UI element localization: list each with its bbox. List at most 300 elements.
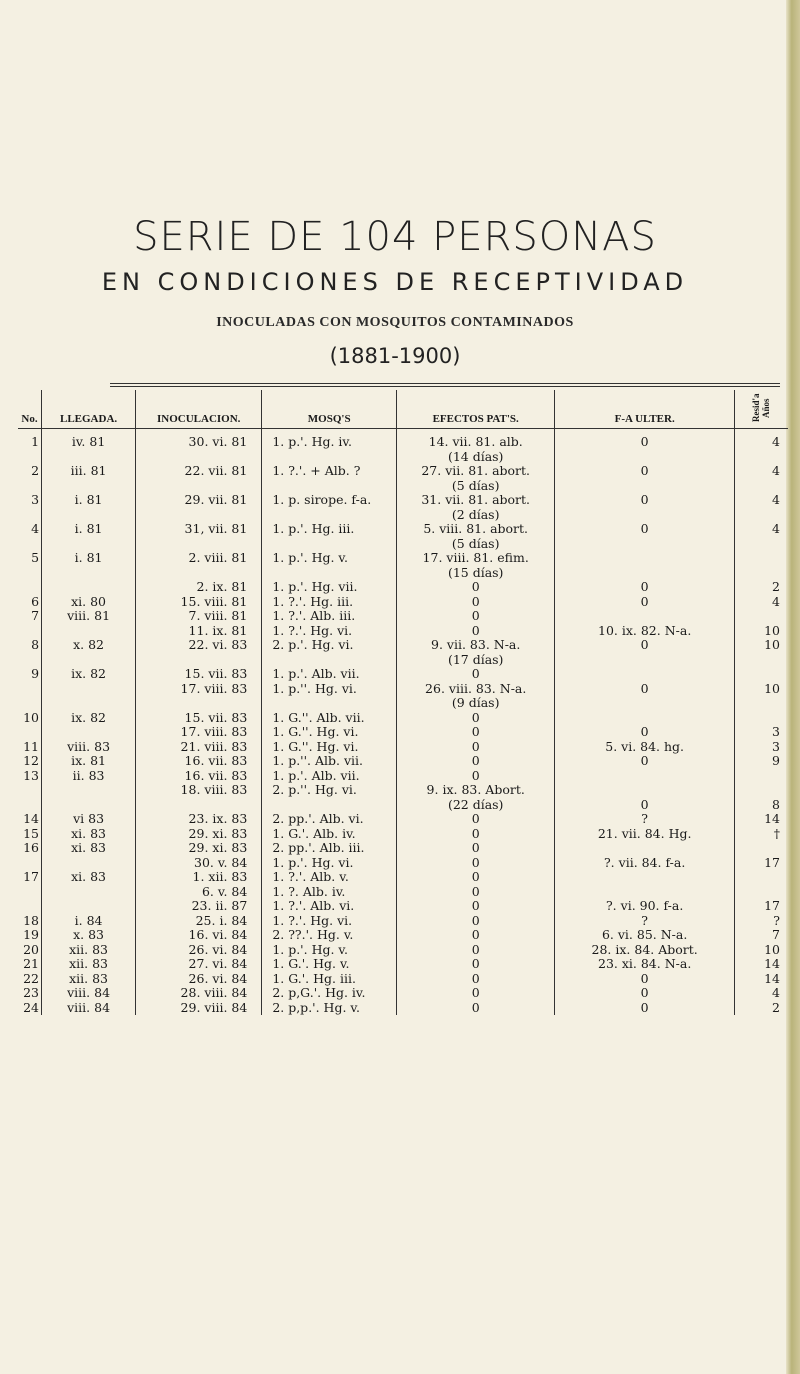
cell-mosquitos [262,508,397,523]
cell-mosquitos: 1. p.'. Hg. iii. [262,522,397,537]
cell-no: 15 [18,827,42,842]
cell-efectos: 0 [397,899,555,914]
cell-no: 13 [18,769,42,784]
cell-fa-ulter: 0 [555,682,735,697]
cell-efectos: (14 días) [397,450,555,465]
cell-fa-ulter [555,609,735,624]
col-header-efectos: EFECTOS PAT'S. [397,390,555,429]
cell-mosquitos [262,653,397,668]
cell-mosquitos: 1. p.'. Hg. vii. [262,580,397,595]
cell-mosquitos: 1. p.'. Alb. vii. [262,769,397,784]
table-row [18,885,788,900]
cell-inoculacion [136,450,262,465]
cell-fa-ulter [555,711,735,726]
cell-mosquitos: 2. pp.'. Alb. iii. [262,841,397,856]
cell-no: 17 [18,870,42,885]
cell-inoculacion: 1. xii. 83 [136,870,262,885]
cell-no: 1 [18,429,42,450]
cell-efectos: 0 [397,725,555,740]
table-row [18,769,788,784]
cell-llegada: ii. 83 [42,769,136,784]
cell-inoculacion: 7. viii. 81 [136,609,262,624]
table-row [18,682,788,697]
cell-fa-ulter [555,870,735,885]
cell-fa-ulter: ? [555,914,735,929]
cell-efectos: 0 [397,885,555,900]
cell-llegada: viii. 81 [42,609,136,624]
col-header-fa-ulter: F-A ULTER. [555,390,735,429]
cell-fa-ulter: 0 [555,580,735,595]
cell-mosquitos: 1. ?.'. Alb. v. [262,870,397,885]
cell-llegada [42,580,136,595]
cell-residencia: 3 [772,738,780,754]
cell-residencia: † [773,825,780,841]
table-row [18,943,788,958]
cell-mosquitos: 1. p.'. Alb. vii. [262,667,397,682]
cell-residencia: 9 [772,753,780,768]
cell-no: 4 [18,522,42,537]
cell-mosquitos: 1. p.''. Hg. vi. [262,682,397,697]
cell-no [18,798,42,813]
table-row [18,986,788,1001]
cell-fa-ulter: ? [555,812,735,827]
table-row [18,972,788,987]
cell-residencia [734,885,788,900]
cell-residencia: 10 [764,680,780,696]
cell-residencia: 4 [772,521,780,536]
cell-inoculacion: 15. vii. 83 [136,711,262,726]
table-row [18,667,788,682]
cell-fa-ulter [555,667,735,682]
cell-mosquitos: 1. ?.'. Hg. vi. [262,624,397,639]
cell-no [18,725,42,740]
cell-llegada: xii. 83 [42,957,136,972]
cell-inoculacion [136,696,262,711]
cell-no [18,899,42,914]
cell-mosquitos: 1. G.''. Hg. vi. [262,725,397,740]
cell-inoculacion [136,798,262,813]
cell-inoculacion: 29. xi. 83 [136,827,262,842]
cell-inoculacion [136,653,262,668]
cell-llegada: iv. 81 [42,429,136,450]
cell-no [18,653,42,668]
cell-llegada: xi. 83 [42,827,136,842]
table-row [18,450,788,465]
cell-fa-ulter: 21. vii. 84. Hg. [555,827,735,842]
cell-llegada [42,856,136,871]
cell-fa-ulter: 23. xi. 84. N-a. [555,957,735,972]
cell-efectos: 14. vii. 81. alb. [397,429,555,450]
cell-efectos: (5 días) [397,479,555,494]
cell-inoculacion: 23. ii. 87 [136,899,262,914]
cell-fa-ulter: 28. ix. 84. Abort. [555,943,735,958]
title-years: (1881-1900) [329,344,461,368]
table-row [18,551,788,566]
cell-efectos: 0 [397,667,555,682]
cell-inoculacion: 29. xi. 83 [136,841,262,856]
table-row [18,464,788,479]
cell-efectos: 0 [397,827,555,842]
cell-efectos: (9 días) [397,696,555,711]
cell-fa-ulter: 0 [555,429,735,450]
cell-fa-ulter: ?. vii. 84. f-a. [555,856,735,871]
cell-mosquitos: 2. p.''. Hg. vi. [262,783,397,798]
cell-fa-ulter: ?. vi. 90. f-a. [555,899,735,914]
cell-efectos: 0 [397,928,555,943]
cell-no: 18 [18,914,42,929]
cell-residencia: 3 [772,724,780,739]
cell-efectos: 0 [397,957,555,972]
cell-residencia: 8 [772,796,780,812]
cell-llegada [42,696,136,711]
cell-inoculacion: 15. vii. 83 [136,667,262,682]
table-row [18,783,788,798]
table-row [18,429,788,450]
cell-llegada: viii. 83 [42,740,136,755]
cell-efectos: 0 [397,972,555,987]
table-row [18,624,788,639]
header-rule [110,383,780,384]
cell-llegada: i. 81 [42,551,136,566]
cell-llegada: xii. 83 [42,972,136,987]
col-header-residencia: Resid'a Años [734,390,788,429]
cell-inoculacion: 2. viii. 81 [136,551,262,566]
cell-efectos: 0 [397,943,555,958]
cell-residencia [734,551,788,566]
cell-no: 19 [18,928,42,943]
table-row [18,914,788,929]
cell-fa-ulter [555,653,735,668]
cell-inoculacion: 23. ix. 83 [136,812,262,827]
table-row [18,566,788,581]
cell-mosquitos: 1. ?.'. Alb. vi. [262,899,397,914]
table-row [18,812,788,827]
table-row [18,653,788,668]
cell-mosquitos: 1. p. sirope. f-a. [262,493,397,508]
cell-inoculacion: 26. vi. 84 [136,943,262,958]
cell-no [18,696,42,711]
cell-fa-ulter [555,783,735,798]
cell-inoculacion: 22. vi. 83 [136,638,262,653]
cell-residencia: 10 [764,941,780,957]
cell-no: 16 [18,841,42,856]
cell-efectos: 0 [397,1001,555,1016]
table-row [18,957,788,972]
table-row [18,827,788,842]
cell-mosquitos: 1. p.'. Hg. v. [262,943,397,958]
cell-residencia: ? [773,912,780,928]
cell-inoculacion: 6. v. 84 [136,885,262,900]
cell-mosquitos [262,479,397,494]
cell-llegada: viii. 84 [42,986,136,1001]
table-row [18,1001,788,1016]
cell-fa-ulter: 0 [555,798,735,813]
cell-fa-ulter [555,537,735,552]
cell-mosquitos: 1. G.'. Alb. iv. [262,827,397,842]
cell-efectos: 9. ix. 83. Abort. [397,783,555,798]
cell-efectos: 0 [397,580,555,595]
cell-mosquitos: 1. G.''. Hg. vi. [262,740,397,755]
table-row [18,522,788,537]
cell-llegada: xii. 83 [42,943,136,958]
cell-fa-ulter: 0 [555,638,735,653]
col-header-no: No. [18,390,42,429]
cell-llegada [42,508,136,523]
cell-residencia: 2 [772,999,780,1015]
table-row [18,537,788,552]
cell-mosquitos: 1. G.''. Alb. vii. [262,711,397,726]
title-caption: INOCULADAS CON MOSQUITOS CONTAMINADOS [216,315,574,330]
cell-residencia: 10 [764,637,780,652]
cell-residencia [734,537,788,552]
cell-llegada [42,653,136,668]
table-row [18,479,788,494]
cell-residencia [734,609,788,624]
cell-inoculacion [136,479,262,494]
cell-no: 10 [18,711,42,726]
cell-fa-ulter: 0 [555,493,735,508]
cell-no [18,856,42,871]
cell-mosquitos [262,798,397,813]
cell-inoculacion: 18. viii. 83 [136,783,262,798]
cell-no: 11 [18,740,42,755]
cell-residencia: 4 [772,985,780,1000]
cell-inoculacion: 27. vi. 84 [136,957,262,972]
cell-no: 5 [18,551,42,566]
cell-residencia: 2 [772,579,780,594]
cell-residencia: 7 [772,927,780,942]
table-row [18,493,788,508]
title-main: SERIE DE 104 PERSONAS [133,214,657,260]
cell-mosquitos: 1. ?.'. + Alb. ? [262,464,397,479]
cell-residencia: 4 [772,492,780,507]
cell-inoculacion [136,508,262,523]
cell-residencia: 10 [764,622,780,638]
cell-efectos: 0 [397,986,555,1001]
cell-inoculacion: 17. viii. 83 [136,682,262,697]
cell-inoculacion: 15. viii. 81 [136,595,262,610]
cell-efectos: 5. viii. 81. abort. [397,522,555,537]
cell-fa-ulter: 0 [555,986,735,1001]
cell-efectos: 26. viii. 83. N-a. [397,682,555,697]
cell-mosquitos: 2. pp.'. Alb. vi. [262,812,397,827]
cell-llegada: x. 83 [42,928,136,943]
cell-fa-ulter [555,885,735,900]
cell-fa-ulter [555,479,735,494]
cell-llegada [42,450,136,465]
cell-llegada [42,783,136,798]
cell-mosquitos: 1. p.'. Hg. vi. [262,856,397,871]
cell-residencia [734,783,788,798]
cell-no: 14 [18,812,42,827]
cell-mosquitos [262,566,397,581]
cell-no [18,624,42,639]
cell-fa-ulter: 0 [555,522,735,537]
cell-fa-ulter: 6. vi. 85. N-a. [555,928,735,943]
cell-residencia [734,870,788,885]
cell-residencia [734,667,788,682]
cell-mosquitos: 1. G.'. Hg. v. [262,957,397,972]
cell-residencia [734,479,788,494]
cell-llegada [42,798,136,813]
cell-inoculacion: 29. viii. 84 [136,1001,262,1016]
table-row [18,841,788,856]
col-header-mosquitos: MOSQ'S [262,390,397,429]
cell-efectos: 17. viii. 81. efim. [397,551,555,566]
table-row [18,928,788,943]
cell-llegada [42,566,136,581]
cell-inoculacion: 25. i. 84 [136,914,262,929]
cell-no: 3 [18,493,42,508]
cell-fa-ulter [555,508,735,523]
cell-fa-ulter [555,551,735,566]
table-row [18,856,788,871]
cell-mosquitos [262,450,397,465]
cell-efectos: (5 días) [397,537,555,552]
table-body [18,429,788,1016]
cell-efectos: 0 [397,914,555,929]
cell-residencia: 4 [772,463,780,478]
cell-llegada: i. 81 [42,493,136,508]
cell-no: 23 [18,986,42,1001]
cell-residencia [734,841,788,856]
cell-no [18,885,42,900]
cell-residencia: 4 [772,434,780,449]
cell-llegada: x. 82 [42,638,136,653]
table-header-row [18,390,788,429]
cell-fa-ulter: 5. vi. 84. hg. [555,740,735,755]
cell-residencia: 14 [764,956,780,971]
cell-llegada [42,537,136,552]
table-row [18,696,788,711]
cell-residencia: 17 [764,898,780,913]
cell-mosquitos: 1. p.'. Hg. v. [262,551,397,566]
cell-efectos: (15 días) [397,566,555,581]
cell-mosquitos: 1. G.'. Hg. iii. [262,972,397,987]
cell-inoculacion: 2. ix. 81 [136,580,262,595]
cell-fa-ulter: 10. ix. 82. N-a. [555,624,735,639]
cell-llegada [42,885,136,900]
cell-efectos: (2 días) [397,508,555,523]
cell-no: 21 [18,957,42,972]
cell-inoculacion: 30. vi. 81 [136,429,262,450]
cell-residencia [734,450,788,465]
cell-fa-ulter: 0 [555,725,735,740]
cell-llegada: xi. 83 [42,841,136,856]
cell-fa-ulter [555,450,735,465]
cell-mosquitos: 1. ?.'. Hg. vi. [262,914,397,929]
table-row [18,508,788,523]
cell-no [18,508,42,523]
cell-mosquitos: 1. ?. Alb. iv. [262,885,397,900]
cell-no: 24 [18,1001,42,1016]
cell-inoculacion: 16. vii. 83 [136,769,262,784]
cell-llegada [42,682,136,697]
cell-no [18,537,42,552]
cell-llegada [42,725,136,740]
table-row [18,711,788,726]
cell-inoculacion: 26. vi. 84 [136,972,262,987]
cell-fa-ulter [555,769,735,784]
cell-llegada [42,899,136,914]
col-header-inoculacion: INOCULACION. [136,390,262,429]
cell-efectos: 0 [397,754,555,769]
title-subtitle: EN CONDICIONES DE RECEPTIVIDAD [101,268,689,296]
cell-inoculacion: 17. viii. 83 [136,725,262,740]
cell-inoculacion: 11. ix. 81 [136,624,262,639]
cell-mosquitos: 2. p.'. Hg. vi. [262,638,397,653]
cell-efectos: 0 [397,769,555,784]
cell-efectos: 0 [397,609,555,624]
cell-residencia: 14 [764,970,780,986]
cell-residencia: 17 [764,854,780,870]
cell-mosquitos: 2. p,p.'. Hg. v. [262,1001,397,1016]
cell-no: 9 [18,667,42,682]
cell-llegada: ix. 82 [42,667,136,682]
table-row [18,725,788,740]
cell-llegada: xi. 83 [42,870,136,885]
cell-inoculacion: 30. v. 84 [136,856,262,871]
cell-efectos: (22 días) [397,798,555,813]
cell-no [18,783,42,798]
col-header-llegada: LLEGADA. [42,390,136,429]
cell-mosquitos [262,537,397,552]
cell-fa-ulter [555,696,735,711]
cell-fa-ulter: 0 [555,972,735,987]
cell-no [18,479,42,494]
table-row [18,899,788,914]
cell-efectos: 0 [397,812,555,827]
table-row [18,609,788,624]
cell-fa-ulter: 0 [555,1001,735,1016]
cell-mosquitos: 1. ?.'. Hg. iii. [262,595,397,610]
cell-mosquitos: 2. p,G.'. Hg. iv. [262,986,397,1001]
cell-no: 7 [18,609,42,624]
cell-llegada: ix. 81 [42,754,136,769]
cell-inoculacion: 29. vii. 81 [136,493,262,508]
cell-mosquitos: 1. p.''. Alb. vii. [262,754,397,769]
cell-inoculacion [136,566,262,581]
cell-mosquitos: 2. ??.'. Hg. v. [262,928,397,943]
cell-llegada: vi 83 [42,812,136,827]
cell-inoculacion: 28. viii. 84 [136,986,262,1001]
cell-no: 22 [18,972,42,987]
cell-fa-ulter: 0 [555,595,735,610]
cell-residencia: 4 [772,593,780,609]
cell-efectos: 0 [397,856,555,871]
cell-llegada [42,624,136,639]
cell-no: 12 [18,754,42,769]
table-row [18,870,788,885]
cell-inoculacion [136,537,262,552]
cell-efectos: 0 [397,841,555,856]
table-row [18,595,788,610]
cell-efectos: 0 [397,624,555,639]
cell-inoculacion: 16. vii. 83 [136,754,262,769]
table-row [18,638,788,653]
cell-fa-ulter: 0 [555,754,735,769]
cell-efectos: (17 días) [397,653,555,668]
cell-fa-ulter [555,566,735,581]
cell-no: 6 [18,595,42,610]
cell-efectos: 0 [397,711,555,726]
cell-llegada: iii. 81 [42,464,136,479]
cell-mosquitos: 1. p.'. Hg. iv. [262,429,397,450]
cell-residencia [734,696,788,711]
cell-residencia [734,769,788,784]
cell-inoculacion: 31, vii. 81 [136,522,262,537]
cell-llegada: i. 81 [42,522,136,537]
